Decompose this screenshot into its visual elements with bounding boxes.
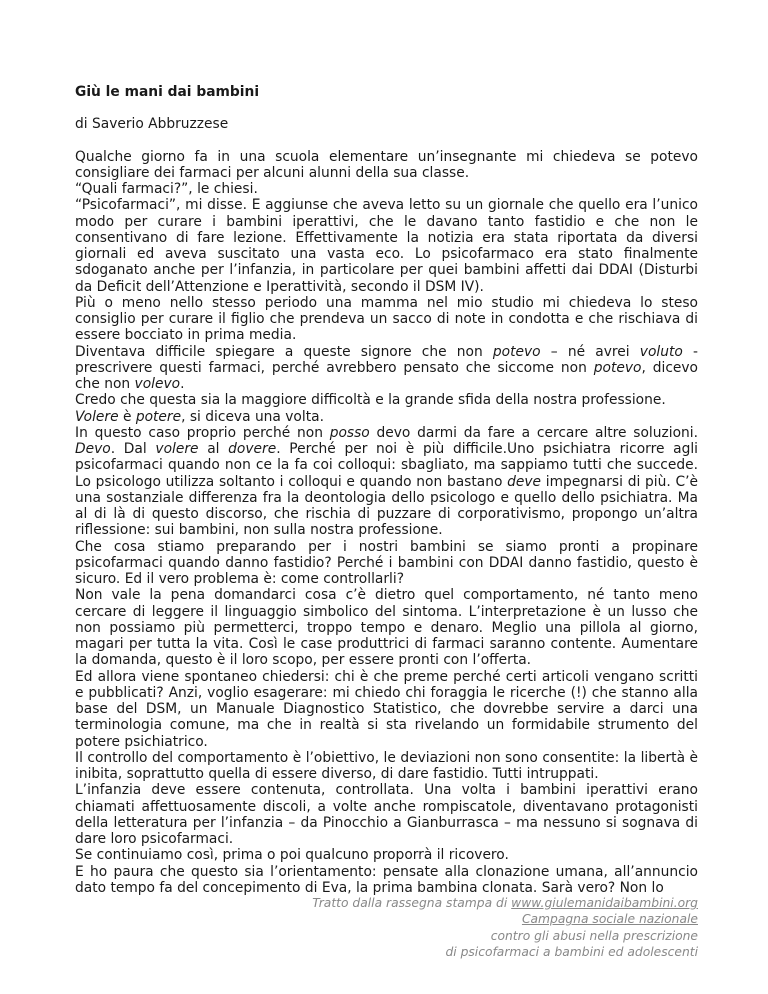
article-paragraph xyxy=(75,750,698,783)
article-paragraph xyxy=(75,295,698,344)
paragraph-text: devo darmi da fare a cercare altre soluzioni. xyxy=(369,424,698,441)
article-paragraph xyxy=(75,344,698,393)
article-paragraph xyxy=(75,539,698,588)
article-paragraph xyxy=(75,197,698,295)
article-paragraph xyxy=(75,181,698,197)
article-paragraph xyxy=(75,149,698,182)
emphasis-text: dovere xyxy=(228,441,277,457)
emphasis-text: Devo xyxy=(75,441,111,457)
paragraph-text: Diventava difficile spiegare a queste signore che non xyxy=(75,343,493,360)
article-paragraph xyxy=(75,409,698,425)
article-paragraph xyxy=(75,782,698,847)
paragraph-text: Più o meno nello stesso periodo una mamma nel mio studio mi chiedeva lo steso consiglio per curare il figlio che prendeva un sacco di note in condotta e che rischiava di essere bocciato in prima media. xyxy=(75,294,698,344)
paragraph-text: – né avrei xyxy=(540,343,640,360)
emphasis-text: deve xyxy=(507,473,542,490)
paragraph-text: L’infanzia deve essere contenuta, controllata. Una volta i bambini iperattivi erano chiamati affettuosamente discoli, a volte anche rompiscatole, diventavano protagonisti della letteratura per l’infanzia – da Pinocchio a Gianburrasca – ma nessuno si sognava di dare loro psicofarmaci. xyxy=(75,782,698,847)
paragraph-text: In questo caso proprio perché non xyxy=(75,424,330,441)
article-title: Giù le mani dai bambini xyxy=(75,84,260,100)
paragraph-text: impegnarsi di più. C’è una sostanziale differenza fra la deontologia dello psicologo e quello dello psichiatra. Ma al di là di questo discorso, che rischia di puzzare di corporativismo, propongo un’altra riflessione: sui bambini, non sulla nostra professione. xyxy=(75,473,698,539)
footer-source-line xyxy=(312,895,698,911)
footer-campaign-target: di psicofarmaci a bambini ed adolescenti xyxy=(445,944,698,959)
article-paragraph xyxy=(75,669,698,750)
paragraph-text: . xyxy=(180,376,185,392)
article-body xyxy=(75,149,698,897)
emphasis-text: Volere xyxy=(75,408,119,425)
emphasis-text: potere xyxy=(135,408,182,425)
paragraph-text: Se continuiamo così, prima o poi qualcuno proporrà il ricovero. xyxy=(75,847,509,864)
paragraph-text: “Quali farmaci?”, le chiesi. xyxy=(75,181,258,197)
paragraph-text: Che cosa stiamo preparando per i nostri bambini se siamo pronti a propinare psicofarmaci quando danno fastidio? Perché i bambini con DDAI danno fastidio, questo è sicuro. Ed il vero problema è: come controllarli? xyxy=(75,538,698,587)
paragraph-text: è xyxy=(118,408,136,425)
footer-note xyxy=(312,895,698,960)
paragraph-text: . Perché per noi è più difficile.Uno psichiatra ricorre agli psicofarmaci quando non ce la fa coi colloqui: sbagliato, ma sappiamo tutti che succede. Lo psicologo utilizza soltanto i colloqui e quando non bastano xyxy=(75,441,699,490)
footer-campaign-line: Campagna sociale nazionale xyxy=(521,912,698,927)
emphasis-text: potevo xyxy=(593,359,642,376)
paragraph-text: , si diceva una volta. xyxy=(181,408,324,425)
article-author: di Saverio Abbruzzese xyxy=(75,116,229,133)
paragraph-text: Il controllo del comportamento è l’obiettivo, le deviazioni non sono consentite: la libertà è inibita, soprattutto quella di essere diverso, di dare fastidio. Tutti intruppati. xyxy=(75,749,698,782)
paragraph-text: - prescrivere questi farmaci, perché avrebbero pensato che siccome non xyxy=(75,343,698,376)
footer-source-prefix: Tratto dalla rassegna stampa di xyxy=(312,896,512,910)
emphasis-text: volevo xyxy=(134,376,181,392)
footer-website-link[interactable]: www.giulemanidaibambini.org xyxy=(511,896,698,910)
paragraph-text: , dicevo che non xyxy=(75,359,698,392)
article-paragraph xyxy=(75,425,698,539)
paragraph-text: Credo che questa sia la maggiore difficoltà e la grande sfida della nostra professione. xyxy=(75,392,666,409)
paragraph-text: Ed allora viene spontaneo chiedersi: chi è che preme perché certi articoli vengano scritti e pubblicati? Anzi, voglio esagerare: mi chiedo chi foraggia le ricerche (!) che stanno alla base del DSM, un Manuale Diagnostico Statistico, che dovrebbe servire a darci una terminologia comune, ma che in realtà si sta rivelando un formidabile strumento del potere psichiatrico. xyxy=(75,668,698,750)
emphasis-text: posso xyxy=(329,424,370,441)
article-paragraph xyxy=(75,587,698,668)
emphasis-text: voluto xyxy=(639,343,683,360)
article-paragraph xyxy=(75,864,698,897)
paragraph-text: “Psicofarmaci”, mi disse. E aggiunse che aveva letto su un giornale che quello era l’unico modo per curare i bambini iperattivi, che le davano tanto fastidio e che non le consentivano di fare lezione. Effettivamente la notizia era stata riportata da diversi giornali ed aveva suscitato una vasta eco. Lo psicofarmaco era stato finalmente sdoganato anche per l’infanzia, in particolare per quei bambini affetti dai DDAI (Disturbi da Deficit dell’Attenzione e Iperattività, secondo il DSM IV). xyxy=(75,197,698,295)
emphasis-text: potevo xyxy=(492,343,541,360)
footer-campaign-subline: contro gli abusi nella prescrizione xyxy=(490,928,698,943)
article-paragraph xyxy=(75,847,698,863)
paragraph-text: E ho paura che questo sia l’orientamento: pensate alla clonazione umana, all’annuncio dato tempo fa del concepimento di Eva, la prima bambina clonata. Sarà vero? Non lo xyxy=(75,863,698,896)
article-paragraph xyxy=(75,392,698,408)
paragraph-text: Non vale la pena domandarci cosa c’è dietro quel comportamento, né tanto meno cercare di leggere il linguaggio simbolico del sintoma. L’interpretazione è un lusso che non possiamo più permetterci, troppo tempo e denaro. Meglio una pillola al giorno, magari per tutta la vita. Così le case produttrici di farmaci saranno contente. Aumentare la domanda, questo è il loro scopo, per essere pronti con l’offerta. xyxy=(75,587,698,669)
paragraph-text: Qualche giorno fa in una scuola elementare un’insegnante mi chiedeva se potevo consigliare dei farmaci per alcuni alunni della sua classe. xyxy=(75,148,698,181)
article xyxy=(75,84,698,896)
emphasis-text: volere xyxy=(155,441,199,457)
paragraph-text: . Dal xyxy=(110,441,156,457)
paragraph-text: al xyxy=(198,441,229,457)
